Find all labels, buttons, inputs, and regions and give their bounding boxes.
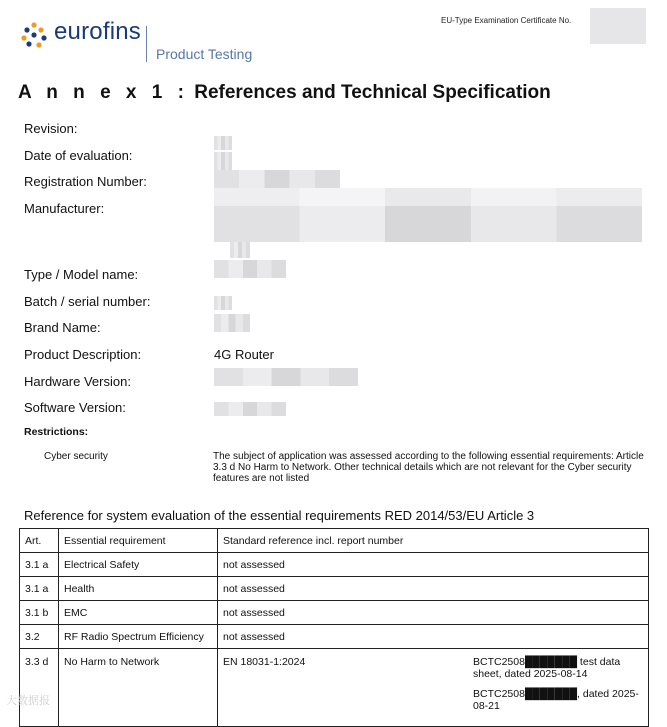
date-of-evaluation-label: Date of evaluation: [24, 148, 133, 163]
row-requirement: Health [59, 577, 218, 601]
product-description-value: 4G Router [214, 347, 274, 362]
row-standard: not assessed [218, 553, 649, 577]
row-art: 3.2 [20, 625, 59, 649]
row-requirement: RF Radio Spectrum Efficiency [59, 625, 218, 649]
certificate-number-redacted [590, 8, 646, 44]
hardware-version-label: Hardware Version: [24, 374, 131, 389]
type-model-value-redacted [214, 260, 286, 278]
date-value-redacted [214, 152, 232, 170]
registration-value-redacted [214, 170, 340, 188]
batch-serial-label: Batch / serial number: [24, 294, 151, 309]
eurofins-dots-icon [20, 21, 48, 49]
header-art: Art. [20, 529, 59, 553]
row-standard: EN 18031-1:2024 [218, 649, 469, 727]
page-title [18, 82, 551, 104]
row-standard: not assessed [218, 625, 649, 649]
reference-title: Reference for system evaluation of the essential requirements RED 2014/53/EU Article 3 [24, 508, 535, 523]
brand-name: eurofins [54, 18, 141, 45]
row-standard: not assessed [218, 577, 649, 601]
watermark: 大数据报 [6, 695, 50, 707]
table-header-row [20, 529, 649, 553]
software-version-label: Software Version: [24, 400, 126, 415]
row-art: 3.3 d [20, 649, 59, 727]
certificate-number-label: EU-Type Examination Certificate No. [441, 16, 572, 25]
manufacturer-value-redacted-1 [214, 188, 642, 206]
row-art: 3.1 b [20, 601, 59, 625]
manufacturer-value-redacted-3 [214, 224, 642, 242]
brand-name-label: Brand Name: [24, 320, 101, 335]
row-art: 3.1 a [20, 553, 59, 577]
eurofins-logo [20, 18, 270, 64]
cyber-security-text: The subject of application was assessed according to the following essential requirements: Article 3.3 d No Harm to Network. Other technical details which are not relevant for the Cyber security features are not listed [213, 451, 644, 484]
row-art: 3.1 a [20, 577, 59, 601]
restrictions-heading: Restrictions: [24, 426, 89, 438]
header-essential-requirement: Essential requirement [59, 529, 218, 553]
batch-serial-value-redacted [214, 296, 232, 310]
row-report-notes [468, 649, 649, 727]
revision-label: Revision: [24, 121, 78, 136]
software-version-value-redacted [214, 402, 286, 416]
table-row [20, 577, 649, 601]
row-requirement: Electrical Safety [59, 553, 218, 577]
table-row [20, 649, 649, 727]
revision-value-redacted [214, 136, 232, 150]
product-description-label: Product Description: [24, 347, 142, 362]
cyber-security-label: Cyber security [44, 451, 108, 462]
row-requirement: No Harm to Network [59, 649, 218, 727]
reference-table [19, 528, 649, 727]
table-row [20, 625, 649, 649]
type-model-label: Type / Model name: [24, 267, 139, 282]
title-prefix: A n n e x 1 : [18, 82, 189, 103]
report-note: BCTC2508███████, dated 2025-08-21 [473, 688, 639, 712]
row-standard: not assessed [218, 601, 649, 625]
hardware-version-value-redacted [214, 368, 358, 386]
brand-subtitle: Product Testing [156, 46, 253, 62]
row-requirement: EMC [59, 601, 218, 625]
title-text: References and Technical Specification [194, 82, 551, 103]
brand-name-value-redacted [214, 314, 250, 332]
registration-number-label: Registration Number: [24, 174, 147, 189]
table-row [20, 601, 649, 625]
header-standard-reference: Standard reference incl. report number [218, 529, 649, 553]
report-note: BCTC2508███████ test data sheet, dated 2025-08-14 [473, 656, 621, 680]
manufacturer-value-redacted-2 [214, 206, 642, 224]
logo-divider [146, 26, 147, 62]
manufacturer-label: Manufacturer: [24, 201, 105, 216]
manufacturer-value-redacted-4 [230, 242, 250, 258]
table-row [20, 553, 649, 577]
